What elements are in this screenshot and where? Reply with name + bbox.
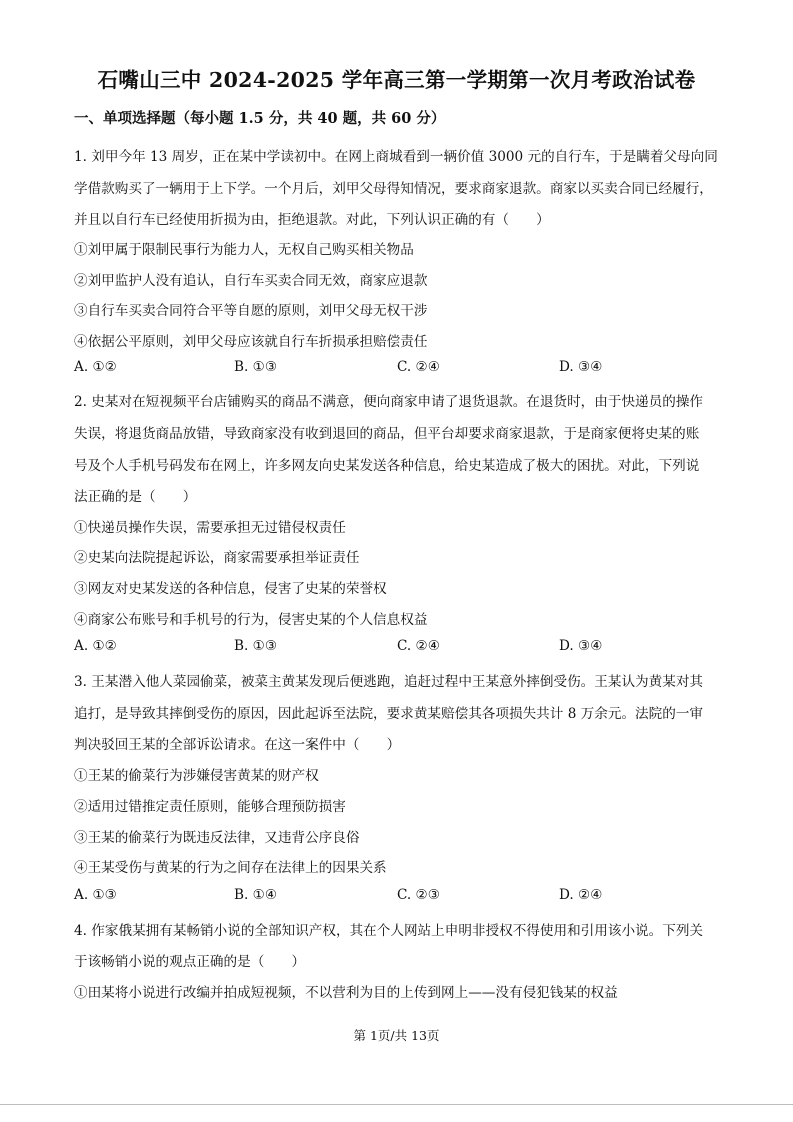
q2-item: ③网友对史某发送的各种信息，侵害了史某的荣誉权 [74,581,387,597]
section-heading: 一、单项选择题（每小题 1.5 分，共 40 题，共 60 分） [74,110,446,127]
q3-stem-line: 判决驳回王某的全部诉讼请求。在这一案件中（ ） [74,737,401,753]
q1-stem-line: 并且以自行车已经使用折损为由，拒绝退款。对此，下列认识正确的有（ ） [74,212,550,228]
q2-item: ①快递员操作失误，需要承担无过错侵权责任 [74,520,346,536]
q4-item: ①田某将小说进行改编并拍成短视频，不以营利为目的上传到网上——没有侵犯钱某的权益 [74,985,618,1001]
option-b: B. ①③ [234,359,278,375]
option-d: D. ②④ [559,887,603,903]
q1-stem-line: 1. 刘甲今年 13 周岁，正在某中学读初中。在网上商城看到一辆价值 3000 元的自行车，于是瞒着父母向同 [74,149,718,165]
q1-stem-line: 学借款购买了一辆用于上下学。一个月后，刘甲父母得知情况，要求商家退款。商家以买卖合同已经履行， [74,181,713,197]
bottom-divider [0,1104,793,1105]
q2-item: ②史某向法院提起诉讼，商家需要承担举证责任 [74,550,360,566]
option-d: D. ③④ [559,638,603,654]
q1-item: ②刘甲监护人没有追认，自行车买卖合同无效，商家应退款 [74,273,428,289]
option-a: A. ①③ [74,887,117,903]
q2-stem-line: 失误，将退货商品放错，导致商家没有收到退回的商品，但平台却要求商家退款，于是商家便将史某的账 [74,426,700,442]
q1-item: ④依据公平原则，刘甲父母应该就自行车折损承担赔偿责任 [74,334,428,350]
q2-stem-line: 2. 史某对在短视频平台店铺购买的商品不满意，便向商家申请了退货退款。在退货时，由于快递员的操作 [74,394,704,410]
q2-options [74,638,714,658]
q2-stem-line: 法正确的是（ ） [74,489,197,505]
q1-item: ①刘甲属于限制民事行为能力人，无权自己购买相关物品 [74,242,414,258]
q3-item: ④王某受伤与黄某的行为之间存在法律上的因果关系 [74,860,387,876]
q3-stem-line: 追打，是导致其摔倒受伤的原因，因此起诉至法院，要求黄某赔偿其各项损失共计 8 万余元。法院的一审 [74,706,704,722]
q2-item: ④商家公布账号和手机号的行为，侵害史某的个人信息权益 [74,612,428,628]
option-c: C. ②④ [397,638,440,654]
q3-options [74,887,714,907]
option-d: D. ③④ [559,359,603,375]
q4-stem-line: 4. 作家俄某拥有某畅销小说的全部知识产权，其在个人网站上申明非授权不得使用和引用该小说。下列关 [74,923,704,939]
option-a: A. ①② [74,638,117,654]
option-a: A. ①② [74,359,117,375]
q2-stem-line: 号及个人手机号码发布在网上，许多网友向史某发送各种信息，给史某造成了极大的困扰。对此，下列说 [74,458,700,474]
page-footer: 第 1页/共 13页 [353,1028,440,1043]
page-title: 石嘴山三中 2024-2025 学年高三第一学期第一次月考政治试卷 [97,68,696,92]
option-c: C. ②③ [397,887,440,903]
option-b: B. ①③ [234,638,278,654]
q3-stem-line: 3. 王某潜入他人菜园偷菜，被菜主黄某发现后便逃跑，追赶过程中王某意外摔倒受伤。王某认为黄某对其 [74,674,704,690]
q3-item: ①王某的偷菜行为涉嫌侵害黄某的财产权 [74,768,319,784]
option-b: B. ①④ [234,887,278,903]
q4-stem-line: 于该畅销小说的观点正确的是（ ） [74,954,306,970]
option-c: C. ②④ [397,359,440,375]
q3-item: ②适用过错推定责任原则，能够合理预防损害 [74,799,346,815]
q3-item: ③王某的偷菜行为既违反法律，又违背公序良俗 [74,830,360,846]
q1-item: ③自行车买卖合同符合平等自愿的原则，刘甲父母无权干涉 [74,303,428,319]
q1-options [74,359,714,379]
